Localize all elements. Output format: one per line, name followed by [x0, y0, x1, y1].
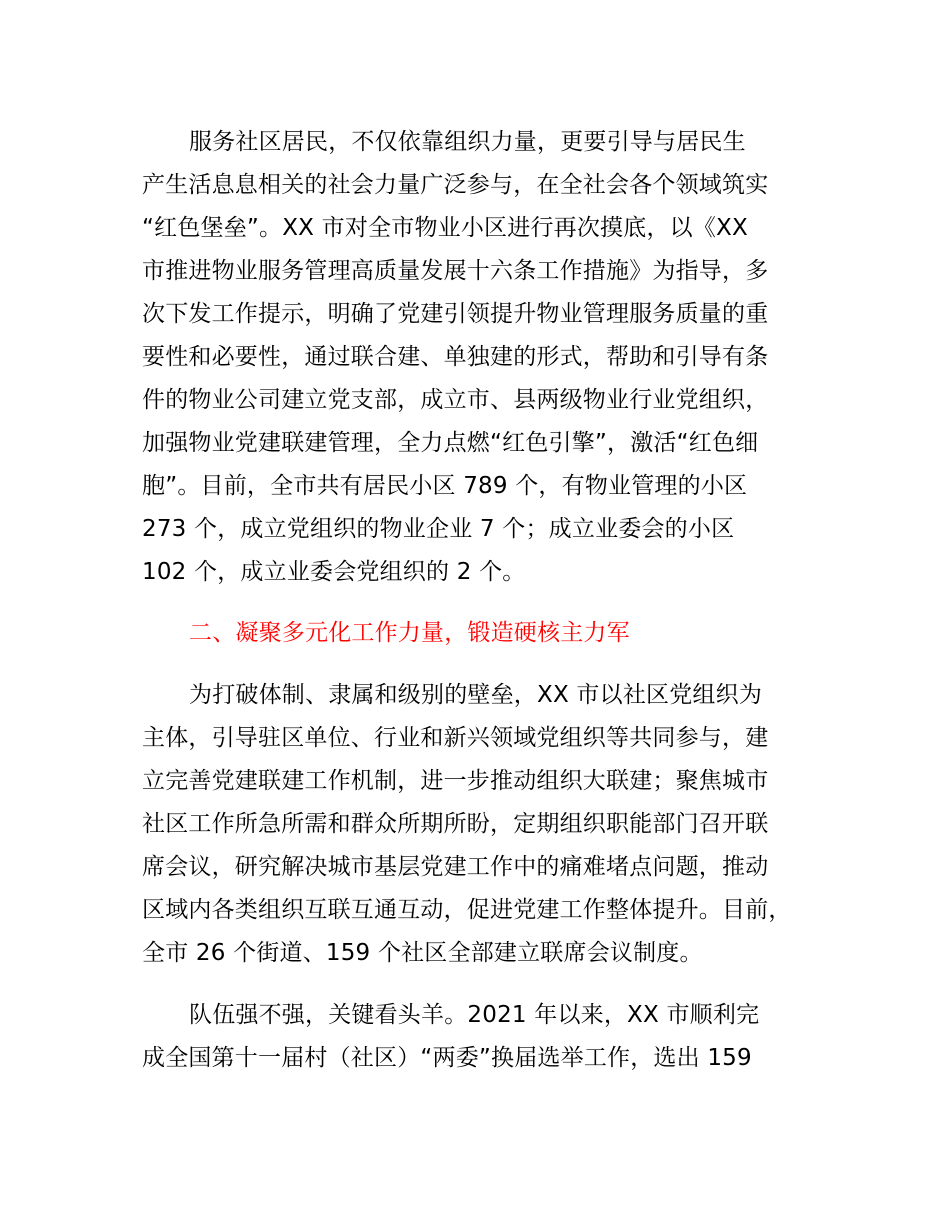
paragraph-line: 次下发工作提示，明确了党建引领提升物业管理服务质量的重	[142, 301, 769, 327]
paragraph-line: 273 个，成立党组织的物业企业 7 个；成立业委会的小区	[142, 516, 735, 542]
paragraph-line: 席会议，研究解决城市基层党建工作中的痛难堵点问题，推动	[142, 854, 769, 880]
paragraph-line: 件的物业公司建立党支部，成立市、县两级物业行业党组织，	[142, 387, 769, 413]
paragraph-line: 主体，引导驻区单位、行业和新兴领域党组织等共同参与，建	[142, 725, 769, 751]
paragraph-line: 全市 26 个街道、159 个社区全部建立联席会议制度。	[142, 940, 703, 966]
paragraph-line: 市推进物业服务管理高质量发展十六条工作措施》为指导，多	[142, 258, 769, 284]
paragraph-line: 区域内各类组织互联互通互动，促进党建工作整体提升。目前，	[142, 897, 792, 923]
paragraph-line: 社区工作所急所需和群众所期所盼，定期组织职能部门召开联	[142, 811, 769, 837]
paragraph-line: 为打破体制、隶属和级别的壁垒，XX 市以社区党组织为	[189, 682, 763, 708]
paragraph-line: 102 个，成立业委会党组织的 2 个。	[142, 559, 526, 585]
paragraph-line: 服务社区居民，不仅依靠组织力量，更要引导与居民生	[189, 129, 746, 155]
paragraph-line: 要性和必要性，通过联合建、单独建的形式，帮助和引导有条	[142, 344, 769, 370]
paragraph-line: 胞”。目前，全市共有居民小区 789 个，有物业管理的小区	[142, 473, 748, 499]
paragraph-line: 成全国第十一届村（社区）“两委”换届选举工作，选出 159	[142, 1045, 752, 1071]
paragraph-line: 加强物业党建联建管理，全力点燃“红色引擎”，激活“红色细	[142, 430, 759, 456]
paragraph-line: “红色堡垒”。XX 市对全市物业小区进行再次摸底，以《XX	[142, 215, 748, 241]
paragraph-line: 立完善党建联建工作机制，进一步推动组织大联建；聚焦城市	[142, 768, 769, 794]
section-heading: 二、凝聚多元化工作力量，锻造硬核主力军	[189, 620, 630, 646]
paragraph-line: 队伍强不强，关键看头羊。2021 年以来，XX 市顺利完	[189, 1002, 760, 1028]
paragraph-line: 产生活息息相关的社会力量广泛参与，在全社会各个领域筑实	[142, 172, 769, 198]
